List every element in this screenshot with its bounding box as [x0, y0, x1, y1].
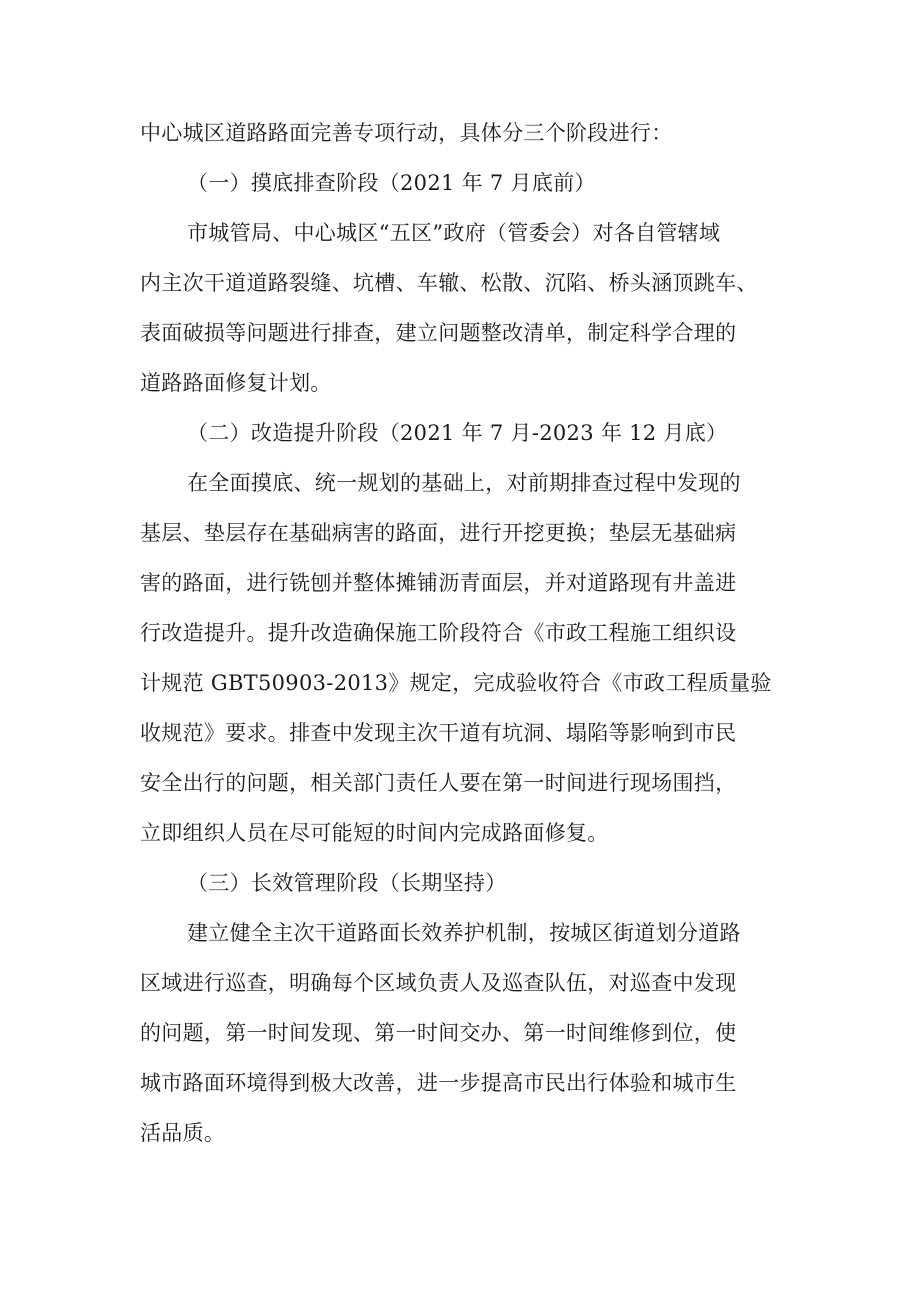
paragraph-line: 建立健全主次干道路面长效养护机制，按城区街道划分道路	[187, 921, 741, 945]
section-heading-2: （二）改造提升阶段（2021 年 7 月-2023 年 12 月底）	[187, 421, 728, 445]
paragraph-line: 道路路面修复计划。	[140, 371, 332, 395]
section-heading-1: （一）摸底排查阶段（2021 年 7 月底前）	[187, 171, 596, 195]
paragraph-line: 行改造提升。提升改造确保施工阶段符合《市政工程施工组织设	[140, 621, 737, 645]
section-heading-3: （三）长效管理阶段（长期坚持）	[187, 871, 507, 895]
paragraph-line: 活品质。	[140, 1121, 226, 1145]
paragraph-line: 立即组织人员在尽可能短的时间内完成路面修复。	[140, 821, 609, 845]
paragraph-line: 计规范 GBT50903-2013》规定，完成验收符合《市政工程质量验	[140, 671, 772, 695]
paragraph-line: 安全出行的问题，相关部门责任人要在第一时间进行现场围挡，	[140, 771, 737, 795]
paragraph-line: 在全面摸底、统一规划的基础上，对前期排查过程中发现的	[187, 471, 741, 495]
paragraph-line: 城市路面环境得到极大改善，进一步提高市民出行体验和城市生	[140, 1071, 737, 1095]
paragraph-line: 表面破损等问题进行排查，建立问题整改清单，制定科学合理的	[140, 321, 737, 345]
paragraph-line: 内主次干道道路裂缝、坑槽、车辙、松散、沉陷、桥头涵顶跳车、	[140, 271, 758, 295]
paragraph-line: 收规范》要求。排查中发现主次干道有坑洞、塌陷等影响到市民	[140, 721, 737, 745]
paragraph-line: 中心城区道路路面完善专项行动，具体分三个阶段进行：	[140, 121, 673, 145]
paragraph-line: 害的路面，进行铣刨并整体摊铺沥青面层，并对道路现有井盖进	[140, 571, 737, 595]
paragraph-line: 区域进行巡查，明确每个区域负责人及巡查队伍，对巡查中发现	[140, 971, 737, 995]
paragraph-line: 的问题，第一时间发现、第一时间交办、第一时间维修到位，使	[140, 1021, 737, 1045]
paragraph-line: 基层、垫层存在基础病害的路面，进行开挖更换；垫层无基础病	[140, 521, 737, 545]
paragraph-line: 市城管局、中心城区“五区”政府（管委会）对各自管辖域	[187, 221, 721, 245]
